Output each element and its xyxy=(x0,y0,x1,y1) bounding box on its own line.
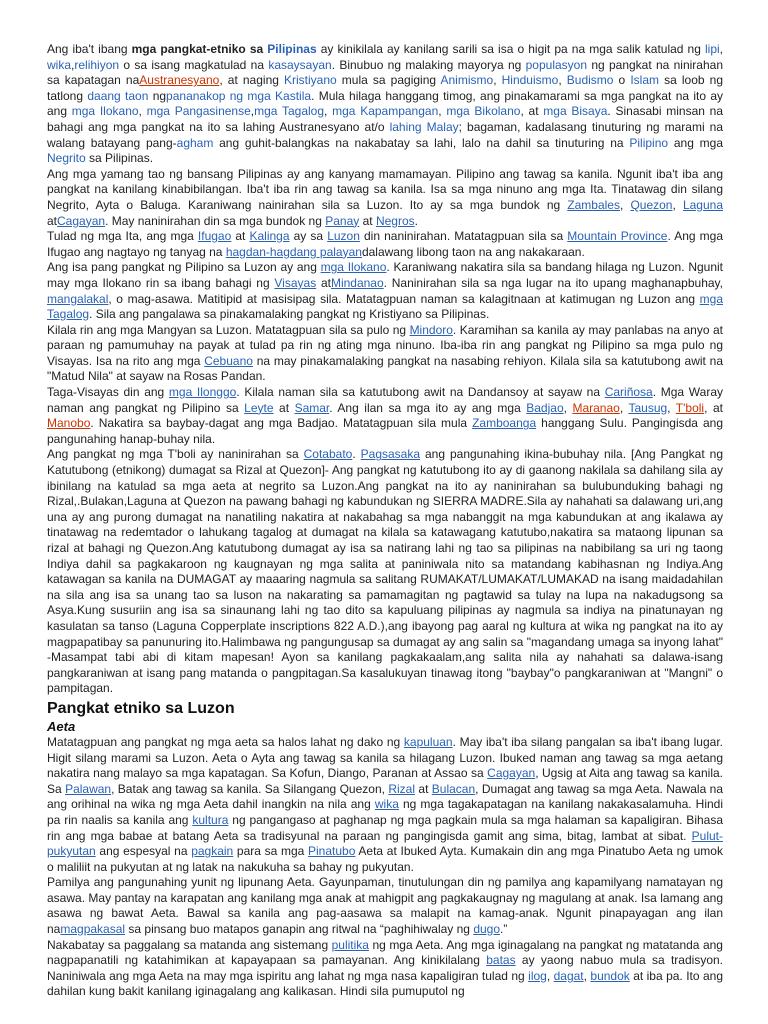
inline-link[interactable]: lipi xyxy=(705,42,720,56)
text-run: , xyxy=(619,400,629,415)
paragraph xyxy=(47,875,723,937)
text-run: Taga-Visayas din ang xyxy=(47,385,169,400)
text-run: at xyxy=(47,213,58,228)
inline-link[interactable]: pananakop ng mga Kastila xyxy=(166,88,312,103)
text-run: , xyxy=(71,57,75,72)
inline-link[interactable]: Zamboanga xyxy=(472,416,537,431)
section-heading: Pangkat etniko sa Luzon xyxy=(47,699,235,717)
text-run: , xyxy=(138,104,147,119)
inline-link[interactable]: Islam xyxy=(630,73,659,88)
text-run: . May naninirahan din sa mga bundok ng xyxy=(105,213,326,228)
text-run: . Sila ang pangalawa sa pinakamalaking pangkat ng Kristiyano sa Pilipinas. xyxy=(89,307,490,322)
text-run: ay yaong nabuo mula sa tradisyon. Naniniwala ang mga Aeta na may mga ispiritu ang lahat ng mga nasa kapaligiran tulad ng xyxy=(47,953,724,983)
inline-link[interactable]: wika xyxy=(374,797,399,812)
inline-link[interactable]: kultura xyxy=(192,812,229,827)
paragraph xyxy=(47,447,723,697)
text-run: , xyxy=(619,197,631,212)
inline-link[interactable]: Ifugao xyxy=(197,229,232,244)
inline-link[interactable]: Cotabato xyxy=(303,447,353,462)
text-run: na may pinakamalaking pangkat na nasabing rehiyon. Kilala sila sa katutubong awit na "Matud Nila" at sayaw na Rosas Pandan. xyxy=(47,353,724,384)
inline-link[interactable]: magpakasal xyxy=(60,922,126,937)
inline-link[interactable]: mga Bikolano xyxy=(446,104,521,119)
text-run: hanggang Sulu. Pangingisda ang pangunahing hanap-buhay nila. xyxy=(47,416,724,446)
inline-link[interactable]: Cariñosa xyxy=(604,385,653,400)
text-run: . Binubuo ng malaking mayorya ng xyxy=(331,57,526,72)
text-run: , xyxy=(583,968,591,983)
paragraph xyxy=(47,167,723,229)
text-run: sa loob ng tatlong xyxy=(47,73,724,103)
text-run: Ang isa pang pangkat ng Pilipino sa Luzon ay ang xyxy=(47,260,321,275)
inline-link[interactable]: Maranao xyxy=(572,400,620,415)
text-run: , at naging xyxy=(219,73,285,88)
text-run: sa pinsang buo matapos ganapin ang ritwal na “paghihiwalay ng xyxy=(125,922,474,937)
inline-link[interactable]: Kalinga xyxy=(249,229,290,244)
text-run: ; bagaman, kadalasang tinuturing ng marami na walang batayang pang- xyxy=(47,119,724,150)
inline-link[interactable]: dugo xyxy=(473,922,501,937)
text-run: . Mga Waray naman ang pangkat ng Pilipino sa xyxy=(47,385,724,415)
text-run: . Ang ilan sa mga ito ay ang mga xyxy=(329,400,527,415)
inline-link[interactable]: mga Tagalog xyxy=(254,104,325,119)
text-run: ng pangkat na ninirahan sa kapatagan na xyxy=(47,57,723,88)
paragraph xyxy=(47,323,723,385)
aeta-section xyxy=(47,735,723,1000)
text-run: . Karamihan sa kanila ay may panlabas na anyo at paraan ng pamumuhay na payak at tulad pa rin ng ating mga ninuno. Iba-iba rin ang pangkat ng Pilipino sa mga pulo ng Visayas. Isa na rito ang mga xyxy=(47,322,723,368)
inline-link[interactable]: dagat xyxy=(553,968,584,983)
text-run: . xyxy=(352,447,361,462)
inline-link[interactable]: Pilipinas xyxy=(267,42,317,56)
text-run: , xyxy=(558,73,567,88)
inline-link[interactable]: Quezon xyxy=(630,197,673,212)
inline-link[interactable]: batas xyxy=(486,953,516,968)
text-run: Aeta at Ibuked Ayta. Kumakain din ang mga Pinatubo Aeta ng umok o maliliit na pukyutan at ng latak na nakukuha sa bahay ng pukyutan. xyxy=(47,844,723,874)
text-run: , xyxy=(493,73,502,88)
text-run: ang guhit-balangkas na nakabatay sa lahi, lalo na dahil sa tinuturing na xyxy=(213,135,630,150)
inline-link[interactable]: populasyon xyxy=(525,57,588,72)
inline-link[interactable]: mga Ilonggo xyxy=(168,385,237,400)
paragraph xyxy=(47,229,723,260)
inline-link[interactable]: Tausug xyxy=(628,400,668,415)
text-run: , Ugsig at Aita ang tawag sa kanila. Sa xyxy=(47,766,723,796)
inline-link[interactable]: Pulut-pukyutan xyxy=(47,828,723,859)
text-run: . May iba't iba silang pangalan sa iba't ibang lugar. Higit silang marami sa Luzon. Aeta o Ayta ang tawag sa kanila sa hilagang Luzon. Ibuked naman ang tawag sa mga aetang nakatira nang malayo sa mga kapatagan. Sa Kofun, Diango, Paranan at Assao sa xyxy=(47,734,723,781)
text-run: at xyxy=(316,275,331,290)
text-run: , xyxy=(667,400,676,415)
inline-link[interactable]: Hinduismo xyxy=(501,73,559,88)
text-run: . xyxy=(414,213,418,228)
text-run: at xyxy=(273,400,295,415)
intro-section xyxy=(47,42,723,697)
text-run: Ang mga yamang tao ng bansang Pilipinas ay ang kanyang mamamayan. Pilipino ang tawag sa kanila. Ngunit iba't iba ang pangkat na kanilang kinabibilangan. Iba't iba rin ang tawag sa kanila. Isa sa mga ninuno ang mga Ita. Tinatawag din silang Negrito, Ayta o Baluga. Karaniwang nainirahan sila sa Luzon. Ito ay sa mga bundok ng xyxy=(47,166,723,212)
paragraph xyxy=(47,42,723,167)
inline-link[interactable]: Rizal xyxy=(388,781,416,796)
text-run: din naninirahan. Matatagpuan sila sa xyxy=(359,229,568,244)
text-run: Kilala rin ang mga Mangyan sa Luzon. Matatagpuan sila sa pulo ng xyxy=(47,322,410,337)
text-run: . Kilala naman sila sa katutubong awit na Dandansoy at sayaw na xyxy=(236,385,605,400)
text-run: . Mula hilaga hanggang timog, ang pinakamarami sa mga pangkat na ito ay ang xyxy=(47,88,724,119)
inline-link[interactable]: Panay xyxy=(325,213,360,228)
text-run: mula sa pagiging xyxy=(336,73,441,88)
text-run: o xyxy=(613,73,631,88)
text-run: ay sa xyxy=(289,229,328,244)
inline-link[interactable]: Samar xyxy=(294,400,330,415)
sub-heading-aeta: Aeta xyxy=(47,718,76,734)
inline-link[interactable]: mga Bisaya xyxy=(543,104,608,119)
inline-link[interactable]: Bulacan xyxy=(431,781,476,796)
inline-link[interactable]: lahing Malay xyxy=(389,119,459,134)
inline-link[interactable]: daang taon xyxy=(87,88,149,103)
paragraph xyxy=(47,260,723,322)
inline-link[interactable]: Pilipino xyxy=(629,135,669,150)
text-run: at xyxy=(415,781,432,796)
text-run: , xyxy=(324,104,333,119)
text-run: sa Pilipinas. xyxy=(85,151,154,166)
inline-link[interactable]: Zambales xyxy=(567,197,620,212)
inline-link[interactable]: agham xyxy=(176,135,214,150)
text-run: . Ang mga Ifugao ang nagtayo ng tanyag na xyxy=(47,229,724,259)
inline-link[interactable]: Cebuano xyxy=(204,353,253,368)
text-run: ng xyxy=(148,88,167,103)
inline-link[interactable]: mga Pangasinense xyxy=(146,104,251,119)
text-run: ng mga Aeta. Ang mga iginagalang na pangkat ng matatanda ang nagpapanatili ng katahimikan at kapayapaan sa pamayanan. Ang kinikilalang xyxy=(47,937,723,968)
text-run: , Batak ang tawag sa kanila. Sa Silangang Quezon, xyxy=(111,781,389,796)
inline-link[interactable]: Cagayan xyxy=(487,766,536,781)
inline-link[interactable]: Pagsasaka xyxy=(360,447,421,462)
inline-link[interactable]: Leyte xyxy=(244,400,274,415)
text-run: Pamilya ang pangunahing yunit ng lipunang Aeta. Gayunpaman, tinutulungan din ng pamilya ang kapamilyang namatayan ng asawa. May pantay na karapatan ang kanilang mga anak at mahigpit ang pagkakaugnay ng magulang at anak. Isa lamang ang asawa ng bawat Aeta. Bawal sa kanila ang pag-aasawa sa malapit na kamag-anak. Ngunit pinapayagan ang ilan na xyxy=(47,875,723,937)
paragraph xyxy=(47,938,723,1000)
inline-link[interactable]: Manobo xyxy=(47,416,91,431)
inline-link[interactable]: mga Kapampangan xyxy=(332,104,439,119)
text-run: .” xyxy=(500,922,508,937)
inline-link[interactable]: Laguna xyxy=(682,197,723,212)
bold-text: mga pangkat-etniko sa xyxy=(131,42,268,56)
inline-link[interactable]: kapuluan xyxy=(403,734,453,749)
text-run: . Naninirahan sila sa nga lugar na ito upang maghanapbuhay, xyxy=(383,275,723,290)
inline-link[interactable]: mga Tagalog xyxy=(47,291,723,322)
text-run: , at xyxy=(520,104,544,119)
inline-link[interactable]: mga Ilokano xyxy=(71,104,139,119)
text-run: Nakabatay sa paggalang sa matanda ang sistemang xyxy=(47,937,332,952)
paragraph xyxy=(47,385,723,447)
inline-link[interactable]: Badjao xyxy=(526,400,564,415)
text-run: . Karaniwang nakatira sila sa bandang hilaga ng Luzon. Ngunit may mga Ilokano rin sa ibang bahagi ng xyxy=(47,260,724,290)
text-run: , xyxy=(719,42,724,56)
text-run: at xyxy=(231,229,250,244)
inline-link[interactable]: ilog xyxy=(528,968,547,983)
inline-link[interactable]: Mindoro xyxy=(409,322,453,337)
inline-link[interactable]: Cagayan xyxy=(57,213,106,228)
inline-link[interactable]: hagdan-hagdang palayan xyxy=(225,244,362,259)
inline-link[interactable]: Palawan xyxy=(65,781,112,796)
inline-link[interactable]: pagkain xyxy=(191,844,234,859)
inline-link[interactable]: pulitika xyxy=(331,937,369,952)
inline-link[interactable]: Negrito xyxy=(47,151,86,166)
text-run: ng mga tagakapatagan na kanilang nakakasalamuha. Hindi pa rin naalis sa kanila ang xyxy=(47,797,724,827)
inline-link[interactable]: Mountain Province xyxy=(567,229,668,244)
text-run: , o mag-asawa. Matitipid at masisipag sila. Matatagpuan naman sa kalagitnaan at katimugan ng Luzon ang xyxy=(108,291,700,306)
inline-link[interactable]: Luzon xyxy=(327,229,360,244)
text-run: , at xyxy=(704,400,723,415)
text-run: Tulad ng mga Ita, ang mga xyxy=(47,229,198,244)
text-run: , xyxy=(546,968,554,983)
text-run: , xyxy=(563,400,573,415)
text-run: , xyxy=(250,104,255,119)
text-run: para sa mga xyxy=(233,844,309,859)
inline-link[interactable]: Budismo xyxy=(566,73,614,88)
text-run: Matatagpuan ang pangkat ng mga aeta sa halos lahat ng dako ng xyxy=(47,734,404,749)
inline-link[interactable]: T'boli xyxy=(675,400,705,415)
inline-link[interactable]: relihiyon xyxy=(74,57,120,72)
text-run: Ang pangkat ng mga T'boli ay naninirahan sa xyxy=(47,447,304,462)
inline-link[interactable]: mga Ilokano xyxy=(320,260,387,275)
text-run: at iba pa. Ito ang dahilan kung bakit kanilang iginagalang ang kalikasan. Hindi sila pumuputol ng xyxy=(47,968,723,999)
text-run: , Dumagat ang tawag sa mga Aeta. Nawala na ang orihinal na wika ng mga Aeta dahil inangkin na nila ang xyxy=(47,781,723,812)
text-run: o sa isang magkatulad na xyxy=(119,57,269,72)
text-run: dalawang libong taon na ang nakakaraan. xyxy=(361,244,585,259)
inline-link[interactable]: Negros xyxy=(375,213,415,228)
inline-link[interactable]: Pinatubo xyxy=(308,844,356,859)
text-run: ng pangangaso at paghanap ng mga pagkain mula sa mga halaman sa kapaligiran. Bihasa rin ang mga babae at batang Aeta sa tradisyunal na paraan ng pangingisda gamit ang sima, bitag, lambat at sibat. xyxy=(47,812,723,843)
paragraph xyxy=(47,735,723,875)
text-run: Ang iba't ibang xyxy=(47,42,132,56)
text-run: . Sinasabi minsan na bahagi ang mga pangkat na ito sa lahing Austranesyano at/o xyxy=(47,104,724,134)
inline-link[interactable]: Mindanao xyxy=(330,275,384,290)
text-run: , xyxy=(672,197,683,212)
inline-link[interactable]: wika xyxy=(47,57,72,72)
document-page xyxy=(47,42,723,1000)
text-run: . Nakatira sa baybay-dagat ang mga Badjao. Matatagpuan sila mula xyxy=(90,416,473,431)
inline-link[interactable]: kasaysayan xyxy=(268,57,332,72)
text-run: ang espesyal na xyxy=(95,844,192,859)
inline-link[interactable]: Animismo xyxy=(440,73,494,88)
inline-link[interactable]: Visayas xyxy=(274,275,317,290)
inline-link[interactable]: bundok xyxy=(590,968,630,983)
inline-link[interactable]: Kristiyano xyxy=(284,73,337,88)
text-run: ay kinikilala ay kanilang sarili sa isa o higit pa na mga salik katulad ng xyxy=(316,42,705,56)
inline-link[interactable]: Austranesyano xyxy=(139,73,220,88)
text-run: at xyxy=(359,213,376,228)
inline-link[interactable]: mangalakal xyxy=(47,291,109,306)
text-run: , xyxy=(438,104,447,119)
text-run: ang pangunahing ikina-bubuhay nila. [Ang Pangkat ng Katutubong (etnikong) dumagat sa Rizal at Quezon]- Ang pangkat ng katutubong ito ay di gaanong nakilala sa dahilang sila ay ibinilang na katulad sa mga aeta at negrito sa Luzon.Ang pangkat na ito ay naninirahan sa bulubunduking bahagi ng Rizal,.Bulakan,Laguna at Quezon na pawang bahagi ng kabundukan ng SIERRA MADRE.Sila ay nahahati sa dalawang uri,ang una ay ang purong dumagat na nanatiling nakatira at nakabahag sa mga nabanggit na mga kabundukan at ang ikalawa ay tinatawag na redemtador o lahukang tagalog at dumagat na kilala sa katawagang katutubo,nakatira sa mataong lipunan sa rizal at bahagi ng Quezon.Ang katutubong dumagat ay isa sa natirang lahi ng tao sa pilipinas na nabibilang sa uri ng taong Indiya dahil sa pagkakaroon ng kaugnayan ng mga salita at paniniwala nito sa matandang kabihasnan ng Indiya.Ang katawagan sa kanila na DUMAGAT ay maaaring nagmula sa salitang RUMAKAT/LUMAKAT/LUMAKAD na isang maidadahilan na sila ang isa sa unang tao sa luson na nakarating sa pamamagitan ng pagtawid sa tulay na lupa na nakadugsong sa Asya.Kung susuriin ang isa sa sinaunang lahi ng tao dito sa kapuluang pilipinas ay nagmula sa indiya na pinatunayan ng kasulatan sa tanso (Laguna Copperplate inscriptions 822 A.D.),ang ibayong pag aaral ng kultura at wika ng pangkat na ito ay magpapatibay sa panunuring ito.Halimbawa ng pangungusap sa dumagat ay ang salin sa "magandang umaga sa inyong lahat" -Masampat tabi abi di kitam mapesan! Ayon sa kanilang pagkakaalam,ang salita nila ay nahahati sa dalawa-isang pangkaraniwan at isang pang matanda o pangpitagan.Sa kasalukuyan tinawag itong "baybay"o pangkaraniwan at "Mangni" o pampitagan. xyxy=(47,447,724,696)
text-run: ang mga xyxy=(668,135,723,150)
